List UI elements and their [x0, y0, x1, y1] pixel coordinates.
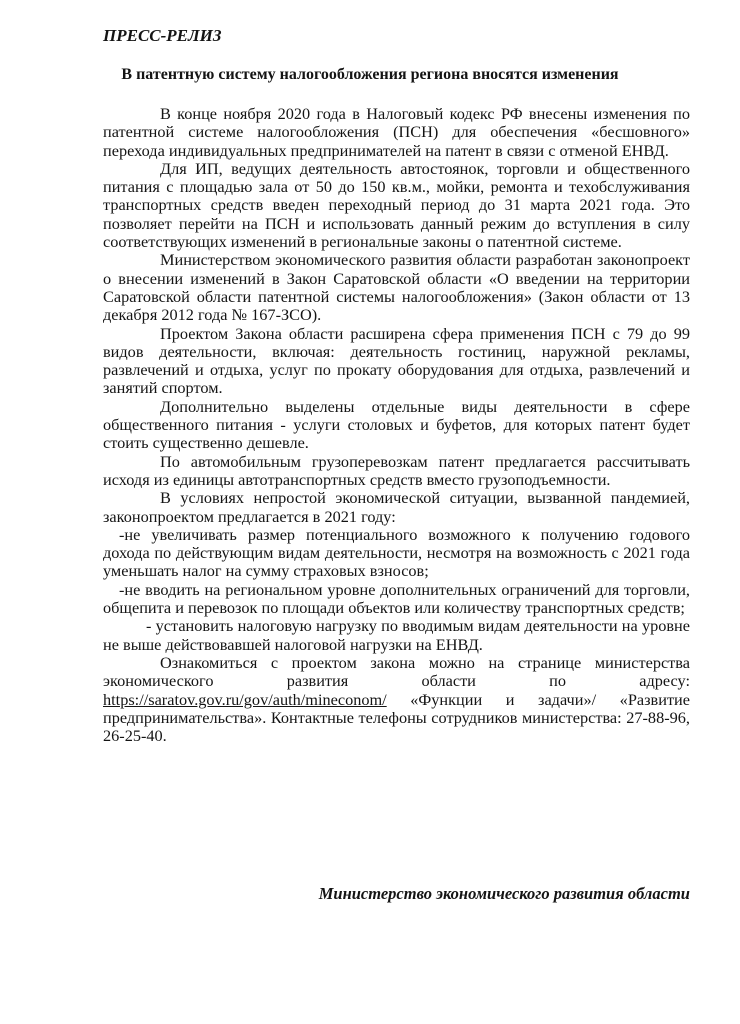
paragraph-freight: По автомобильным грузоперевозкам патент предлагается рассчитывать исходя из единицы автотранспортных средств вместо грузоподъемности. — [103, 451, 690, 489]
paragraph-contacts — [103, 654, 690, 745]
ministry-link[interactable]: https://saratov.gov.ru/gov/auth/mineconom/ — [103, 689, 387, 709]
paragraph-proposals: В условиях непростой экономической ситуации, вызванной пандемией, законопроектом предлагается в 2021 году: — [103, 488, 690, 526]
proposal-item: -не увеличивать размер потенциального возможного к получению годового дохода по действующим видам деятельности, несмотря на возможность с 2021 года уменьшать налог на сумму страховых взносов; — [103, 524, 690, 581]
contacts-text-end: «Функции и задачи»/ «Развитие предпринимательства». Контактные телефоны сотрудников министерства: 27-88-96, 26-25-40. — [103, 689, 690, 746]
proposal-item: -не вводить на региональном уровне дополнительных ограничений для торговли, общепита и перевозок по площади объектов или количеству транспортных средств; — [103, 579, 690, 618]
signature: Министерство экономического развития области — [318, 884, 690, 903]
document-body — [103, 105, 690, 745]
document-label: ПРЕСС-РЕЛИЗ — [103, 26, 222, 45]
contacts-text-start: Ознакомиться с проектом закона можно на странице министерства экономического развития области по адресу: — [103, 652, 690, 691]
document-title: В патентную систему налогообложения региона вносятся изменения — [121, 66, 619, 83]
paragraph-transition-period: Для ИП, ведущих деятельность автостоянок, торговли и общественного питания с площадью зала от 50 до 150 кв.м., мойки, ремонта и техобслуживания транспортных средств введен переходный период до 31 марта 2021 года. Это позволяет перейти на ПСН и использовать данный режим до вступления в силу соответствующих изменений в региональные законы о патентной системе. — [103, 158, 690, 252]
paragraph-catering: Дополнительно выделены отдельные виды деятельности в сфере общественного питания - услуги столовых и буфетов, для которых патент будет стоить существенно дешевле. — [103, 396, 690, 453]
proposal-item: - установить налоговую нагрузку по вводимым видам деятельности на уровне не выше действовавшей налоговой нагрузки на ЕНВД. — [103, 616, 690, 654]
paragraph-scope-expansion: Проектом Закона области расширена сфера применения ПСН с 79 до 99 видов деятельности, включая: деятельность гостиниц, наружной рекламы, развлечений и отдыха, услуг по прокату оборудования для отдыха, развлечений и занятий спортом. — [103, 323, 690, 398]
paragraph-bill: Министерством экономического развития области разработан законопроект о внесении изменений в Закон Саратовской области «О введении на территории Саратовской области патентной системы налогообложения» (Закон области от 13 декабря 2012 года № 167-ЗСО). — [103, 250, 690, 325]
paragraph-intro: В конце ноября 2020 года в Налоговый кодекс РФ внесены изменения по патентной системе налогообложения (ПСН) для обеспечения «бесшовного» перехода индивидуальных предпринимателей на патент в связи с отменой ЕНВД. — [103, 104, 690, 160]
